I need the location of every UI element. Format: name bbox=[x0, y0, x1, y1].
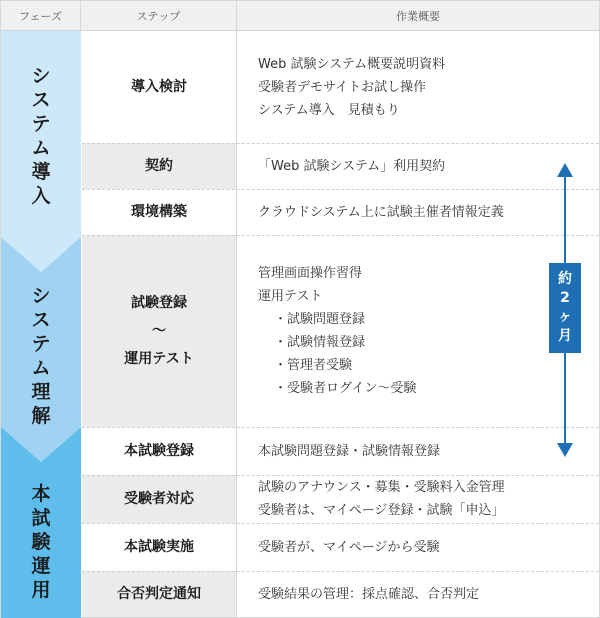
row-divider bbox=[82, 189, 599, 190]
step-exam-registration-test: 試験登録 ～ 運用テスト bbox=[82, 235, 237, 427]
step-column-header: ステップ bbox=[81, 1, 237, 31]
row-divider bbox=[82, 571, 599, 572]
work-column-header: 作業概要 bbox=[237, 1, 599, 31]
phase-label-production-operation: 本 試 験 運 用 bbox=[31, 483, 51, 601]
arrow-up-icon bbox=[557, 163, 573, 177]
step-contract: 契約 bbox=[82, 143, 237, 189]
step-pass-fail-notice: 合否判定通知 bbox=[82, 571, 237, 617]
row-divider bbox=[82, 427, 599, 428]
work-production-registration: 本試験問題登録・試験情報登録 bbox=[258, 443, 441, 459]
row-divider bbox=[82, 523, 599, 524]
row-divider bbox=[82, 475, 599, 476]
work-environment-setup: クラウドシステム上に試験主催者情報定義 bbox=[258, 204, 504, 220]
step-introduction-review: 導入検討 bbox=[82, 31, 237, 143]
step-production-registration: 本試験登録 bbox=[82, 427, 237, 475]
arrow-down-icon bbox=[557, 443, 573, 457]
phase-label-system-introduction: シ ス テ ム 導 入 bbox=[31, 65, 51, 207]
step-environment-setup: 環境構築 bbox=[82, 189, 237, 235]
phase-label-system-understanding: シ ス テ ム 理 解 bbox=[31, 285, 51, 427]
row-divider bbox=[82, 235, 599, 236]
work-examinee-support: 試験のアナウンス・募集・受験料入金管理 受験者は、マイページ登録・試験「申込」 bbox=[258, 480, 505, 518]
duration-badge: 約 2 ヶ 月 bbox=[549, 263, 581, 353]
row-divider bbox=[82, 143, 599, 144]
step-examinee-support: 受験者対応 bbox=[82, 475, 237, 523]
work-introduction-review: Web 試験システム概要説明資料 受験者デモサイトお試し操作 システム導入 見積もり bbox=[258, 56, 446, 118]
work-contract: 「Web 試験システム」利用契約 bbox=[258, 158, 446, 174]
step-exam-execution: 本試験実施 bbox=[82, 523, 237, 571]
work-exam-registration-test: 管理画面操作習得 運用テスト ・試験問題登録 ・試験情報登録 ・管理者受験 ・受験者ログイン～受験 bbox=[258, 266, 417, 396]
work-exam-execution: 受験者が、マイページから受験 bbox=[258, 539, 440, 555]
work-pass-fail-notice: 受験結果の管理：採点確認、合否判定 bbox=[258, 586, 480, 602]
phase-column-header: フェーズ bbox=[1, 1, 81, 31]
